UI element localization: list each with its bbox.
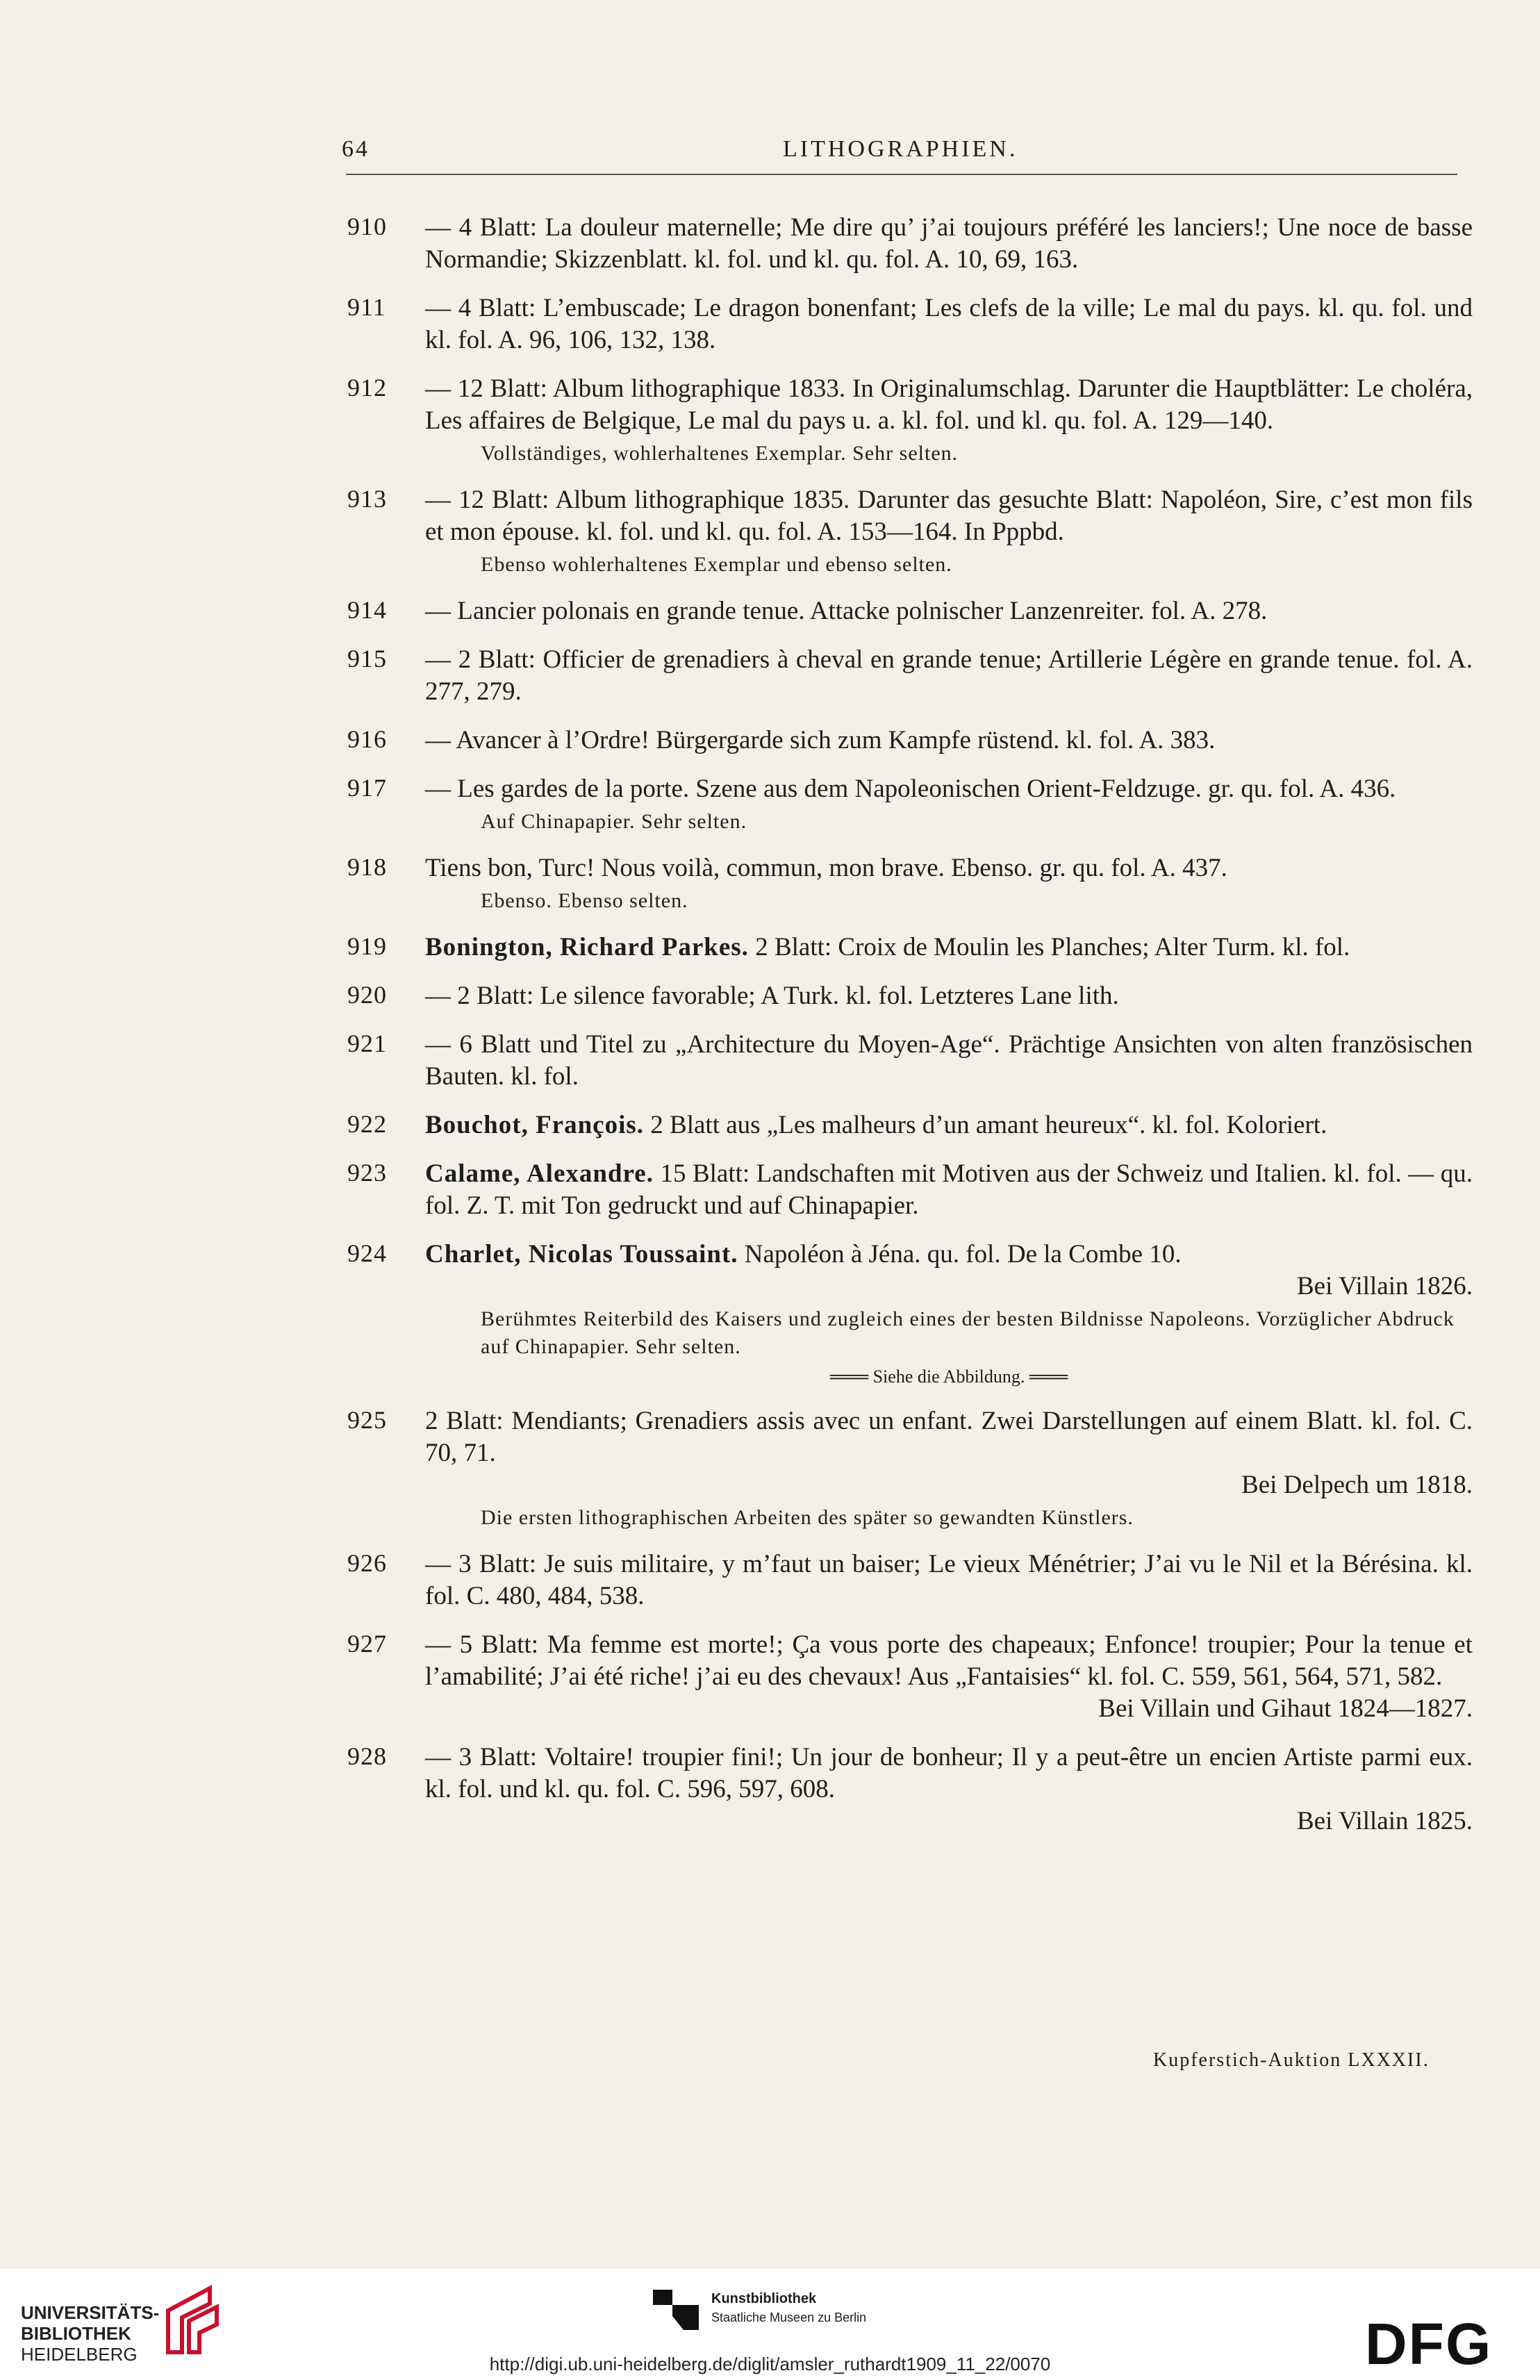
entry-description: — 2 Blatt: Officier de grenadiers à cheval en grande tenue; Artillerie Légère en grande tenue. fol. A. 277, 279.	[425, 645, 1473, 706]
entry-text	[425, 725, 1473, 757]
entry-description: — 12 Blatt: Album lithographique 1833. In Originalumschlag. Darunter die Hauptblätter: Le choléra, Les affaires de Belgique, Le mal du pays u. a. kl. fol. und kl. qu. fol. A. 129—140.	[425, 374, 1473, 435]
uni-line-3: HEIDELBERG	[21, 2344, 138, 2365]
entry-text	[425, 1029, 1473, 1093]
entry-description: — 5 Blatt: Ma femme est morte!; Ça vous porte des chapeaux; Enfonce! troupier; Pour la tenue et l’amabilité; J’ai été riche! j’ai eu des chevaux! Aus „Fantaisies“ kl. fol. C. 559, 561, 564, 571, 582.	[425, 1630, 1473, 1691]
catalog-entry	[347, 1158, 1473, 1222]
library-footer-bar	[0, 2269, 1540, 2380]
catalog-entry	[347, 1239, 1473, 1389]
catalog-entry	[347, 484, 1473, 579]
entry-text	[425, 932, 1473, 964]
entry-text	[425, 1742, 1473, 1805]
entry-number: 910	[347, 213, 387, 240]
entry-number: 911	[347, 293, 386, 321]
entry-text	[425, 1239, 1473, 1271]
entry-description: — Avancer à l’Ordre! Bürgergarde sich zum Kampfe rüstend. kl. fol. A. 383.	[425, 726, 1216, 754]
catalog-entries	[347, 212, 1473, 1854]
entry-description: 2 Blatt: Croix de Moulin les Planches; Alter Turm. kl. fol.	[755, 933, 1350, 961]
entry-description: — 3 Blatt: Je suis militaire, y m’faut un baiser; Le vieux Ménétrier; J’ai vu le Nil et la Bérésina. kl. fol. C. 480, 484, 538.	[425, 1550, 1473, 1610]
entry-number: 924	[347, 1239, 387, 1267]
entry-note: Die ersten lithographischen Arbeiten des später so gewandten Künstlers.	[481, 1506, 1134, 1529]
entry-note: Ebenso. Ebenso selten.	[481, 889, 688, 912]
signature-line: Kupferstich-Auktion LXXXII.	[1153, 2049, 1430, 2071]
running-title: LITHOGRAPHIEN.	[783, 136, 1018, 162]
entry-text	[425, 1629, 1473, 1693]
entry-description: — 4 Blatt: La douleur maternelle; Me dire qu’ j’ai toujours préféré les lanciers!; Une noce de basse Normandie; Skizzenblatt. kl. fol. und kl. qu. fol. A. 10, 69, 163.	[425, 213, 1473, 274]
entry-text	[425, 484, 1473, 548]
catalog-entry	[347, 852, 1473, 915]
entry-number: 921	[347, 1030, 387, 1057]
entry-description: — 4 Blatt: L’embuscade; Le dragon bonenfant; Les clefs de la ville; Le mal du pays. kl. qu. fol. und kl. fol. A. 96, 106, 132, 138.	[425, 294, 1473, 354]
entry-number: 916	[347, 725, 387, 753]
kunstbibliothek-icon	[653, 2290, 702, 2331]
catalog-entry	[347, 1629, 1473, 1725]
entry-note: Auf Chinapapier. Sehr selten.	[481, 810, 747, 833]
kb-line-2: Staatliche Museen zu Berlin	[711, 2311, 867, 2324]
entry-text	[425, 1109, 1473, 1141]
entry-description: — 12 Blatt: Album lithographique 1835. Darunter das gesuchte Blatt: Napoléon, Sire, c’est mon fils et mon épouse. kl. fol. und kl. qu. fol. A. 153—164. In Pppbd.	[425, 486, 1473, 546]
entry-publisher: Bei Villain und Gihaut 1824—1827.	[1098, 1694, 1473, 1723]
entry-description: — Les gardes de la porte. Szene aus dem Napoleonischen Orient-Feldzuge. gr. qu. fol. A. 436.	[425, 775, 1396, 803]
catalog-entry	[347, 373, 1473, 468]
entry-description: — Lancier polonais en grande tenue. Attacke polnischer Lanzenreiter. fol. A. 278.	[425, 597, 1268, 625]
entry-publisher: Bei Delpech um 1818.	[1241, 1471, 1473, 1499]
entry-text	[425, 595, 1473, 627]
catalog-entry	[347, 1029, 1473, 1093]
entry-number: 925	[347, 1406, 387, 1434]
catalog-entry	[347, 1405, 1473, 1532]
catalog-entry	[347, 773, 1473, 836]
entry-number: 922	[347, 1110, 387, 1138]
entry-number: 928	[347, 1742, 387, 1770]
dfg-logo[interactable]: DFG	[1365, 2311, 1493, 2377]
entry-number: 913	[347, 485, 387, 513]
entry-text	[425, 852, 1473, 884]
source-url[interactable]: http://digi.ub.uni-heidelberg.de/diglit/amsler_ruthardt1909_11_22/0070	[489, 2354, 1051, 2374]
entry-number: 923	[347, 1159, 387, 1187]
entry-text	[425, 980, 1473, 1012]
entry-note: Ebenso wohlerhaltenes Exemplar und ebenso selten.	[481, 553, 952, 576]
entry-text	[425, 212, 1473, 276]
entry-note: Berühmtes Reiterbild des Kaisers und zugleich eines der besten Bildnisse Napoleons. Vorzüglicher Abdruck auf Chinapapier. Sehr selten.	[481, 1307, 1455, 1358]
catalog-entry	[347, 595, 1473, 627]
entry-description: — 3 Blatt: Voltaire! troupier fini!; Un jour de bonheur; Il y a peut-être un encien Artiste parmi eux. kl. fol. und kl. qu. fol. C. 596, 597, 608.	[425, 1743, 1473, 1803]
entry-number: 920	[347, 981, 387, 1009]
illustration-reference: ═══ Siehe die Abbildung. ═══	[829, 1366, 1068, 1387]
entry-description: 2 Blatt: Mendiants; Grenadiers assis avec un enfant. Zwei Darstellungen auf einem Blatt. kl. fol. C. 70, 71.	[425, 1407, 1473, 1467]
page-header	[342, 136, 1453, 171]
entry-description: Napoléon à Jéna. qu. fol. De la Combe 10.	[744, 1240, 1182, 1268]
entry-text	[425, 644, 1473, 708]
entry-note: Vollständiges, wohlerhaltenes Exemplar. Sehr selten.	[481, 442, 959, 465]
entry-description: — 6 Blatt und Titel zu „Architecture du Moyen-Age“. Prächtige Ansichten von alten französischen Bauten. kl. fol.	[425, 1030, 1473, 1091]
entry-description: 15 Blatt: Landschaften mit Motiven aus der Schweiz und Italien. kl. fol. — qu. fol. Z. T. mit Ton gedruckt und auf Chinapapier.	[425, 1159, 1473, 1220]
entry-text	[425, 373, 1473, 437]
entry-number: 918	[347, 853, 387, 881]
entry-number: 915	[347, 645, 387, 672]
artist-name: Calame, Alexandre.	[425, 1159, 654, 1188]
entry-number: 912	[347, 374, 387, 402]
catalog-entry	[347, 212, 1473, 276]
artist-name: Bonington, Richard Parkes.	[425, 933, 749, 961]
page-number: 64	[342, 136, 370, 162]
catalog-entry	[347, 980, 1473, 1012]
entry-number: 926	[347, 1549, 387, 1577]
kb-line-1: Kunstbibliothek	[711, 2291, 817, 2306]
entry-publisher: Bei Villain 1826.	[1296, 1272, 1473, 1300]
entry-description: 2 Blatt aus „Les malheurs d’un amant heureux“. kl. fol. Koloriert.	[650, 1111, 1327, 1139]
header-rule	[346, 174, 1457, 175]
entry-text	[425, 1158, 1473, 1222]
catalog-entry	[347, 292, 1473, 356]
heidelberg-mark-icon	[161, 2283, 224, 2359]
artist-name: Charlet, Nicolas Toussaint.	[425, 1240, 738, 1268]
entry-number: 914	[347, 596, 387, 624]
catalog-entry	[347, 1109, 1473, 1141]
catalog-entry	[347, 1742, 1473, 1837]
entry-number: 919	[347, 932, 387, 960]
kunstbibliothek-logo[interactable]	[653, 2290, 867, 2335]
artist-name: Bouchot, François.	[425, 1111, 645, 1139]
entry-text	[425, 1405, 1473, 1469]
uni-line-1: UNIVERSITÄTS-	[21, 2302, 160, 2323]
entry-number: 927	[347, 1630, 387, 1658]
catalog-entry	[347, 932, 1473, 964]
entry-description: — 2 Blatt: Le silence favorable; A Turk. kl. fol. Letzteres Lane lith.	[425, 982, 1119, 1010]
entry-text	[425, 1548, 1473, 1612]
catalog-entry	[347, 1548, 1473, 1612]
entry-text	[425, 773, 1473, 805]
catalog-entry	[347, 725, 1473, 757]
entry-text	[425, 292, 1473, 356]
catalog-entry	[347, 644, 1473, 708]
entry-number: 917	[347, 774, 387, 802]
uni-line-2: BIBLIOTHEK	[21, 2323, 131, 2344]
entry-description: Tiens bon, Turc! Nous voilà, commun, mon brave. Ebenso. gr. qu. fol. A. 437.	[425, 854, 1227, 882]
entry-publisher: Bei Villain 1825.	[1296, 1807, 1473, 1835]
